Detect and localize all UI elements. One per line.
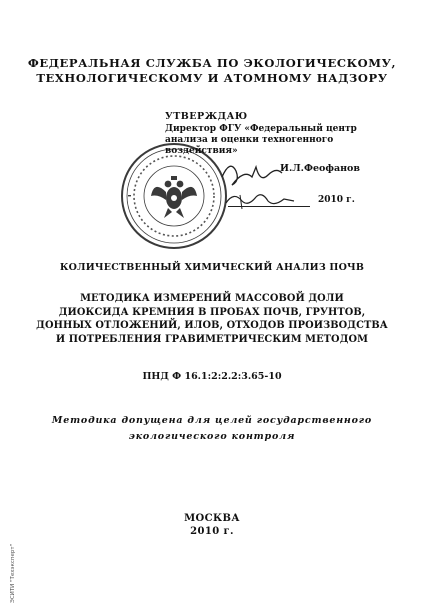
method-title: [0, 292, 424, 346]
analysis-title: КОЛИЧЕСТВЕННЫЙ ХИМИЧЕСКИЙ АНАЛИЗ ПОЧВ: [59, 262, 365, 273]
signer-name: И.Л.Феофанов: [280, 163, 360, 174]
agency-line-1: ФЕДЕРАЛЬНАЯ СЛУЖБА ПО ЭКОЛОГИЧЕСКОМУ,: [27, 56, 397, 70]
footer-year: 2010 г.: [190, 526, 234, 537]
method-line-3: ДОННЫХ ОТЛОЖЕНИЙ, ИЛОВ, ОТХОДОВ ПРОИЗВОДСТВА: [36, 320, 388, 331]
method-line-4: И ПОТРЕБЛЕНИЯ ГРАВИМЕТРИЧЕСКИМ МЕТОДОМ: [55, 333, 369, 345]
approval-position-line-1: Директор ФГУ «Федеральный центр: [165, 124, 357, 134]
approval-block: [165, 111, 365, 157]
agency-line-2: ТЕХНОЛОГИЧЕСКОМУ И АТОМНОМУ НАДЗОРУ: [36, 71, 388, 85]
approval-position-line-2: анализа и оценки техногенного: [165, 135, 334, 145]
approval-note: [0, 413, 424, 445]
date-underline: [228, 206, 310, 207]
agency-header: [0, 56, 424, 86]
side-watermark: ЭСИТИ "Техэксперт": [10, 543, 16, 603]
city-name: МОСКВА: [184, 513, 240, 524]
approval-title: УТВЕРЖДАЮ: [165, 111, 248, 122]
approval-position-line-3: воздействия»: [165, 146, 238, 156]
approval-year: 2010 г.: [318, 195, 355, 205]
document-code: ПНД Ф 16.1:2:2.2:3.65-10: [142, 371, 282, 382]
city-year-block: [0, 512, 424, 538]
method-line-1: МЕТОДИКА ИЗМЕРЕНИЙ МАССОВОЙ ДОЛИ: [80, 293, 344, 304]
method-line-2: ДИОКСИДА КРЕМНИЯ В ПРОБАХ ПОЧВ, ГРУНТОВ,: [58, 306, 366, 318]
note-line-2: экологического контроля: [128, 431, 296, 442]
note-line-1: Методика допущена для целей государственного: [51, 415, 373, 426]
